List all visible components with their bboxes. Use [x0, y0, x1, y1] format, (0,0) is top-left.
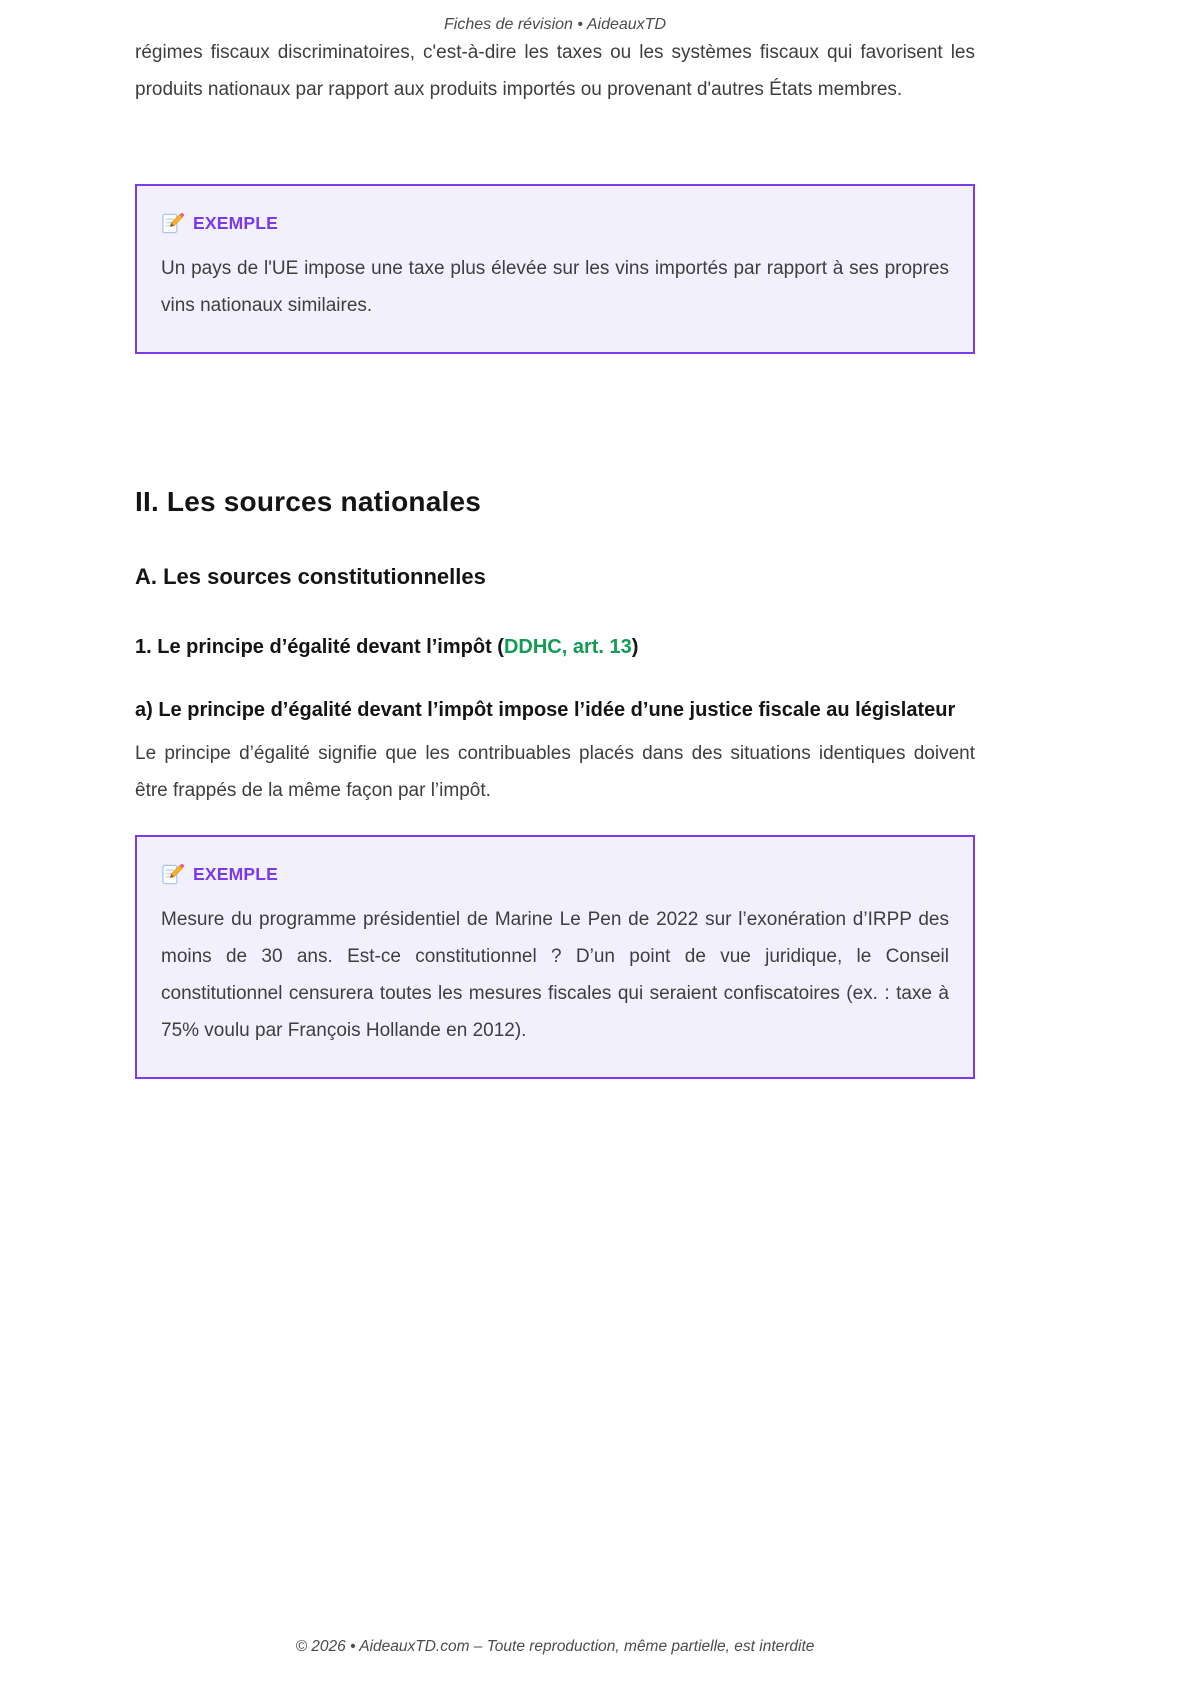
page-footer: © 2026 • AideauxTD.com – Toute reproduction, même partielle, est interdite — [295, 1638, 815, 1655]
numbered-heading-prefix: 1. Le principe d’égalité devant l’impôt ( — [135, 636, 504, 658]
example-box — [135, 835, 975, 1079]
example-label-row — [161, 212, 949, 235]
section-title: II. Les sources nationales — [135, 486, 481, 517]
example-label: EXEMPLE — [193, 864, 279, 884]
example-text: Un pays de l'UE impose une taxe plus élevée sur les vins importés par rapport à ses propres vins nationaux similaires. — [161, 258, 949, 316]
intro-paragraph: régimes fiscaux discriminatoires, c'est-à-dire les taxes ou les systèmes fiscaux qui favorisent les produits nationaux par rapport aux produits importés ou provenant d'autres États membres. — [135, 42, 975, 100]
numbered-heading-suffix: ) — [631, 636, 639, 658]
memo-pencil-icon — [161, 863, 184, 886]
legal-reference: DDHC, art. 13 — [503, 636, 632, 658]
example-label-row — [161, 863, 949, 886]
subsection-title: A. Les sources constitutionnelles — [135, 564, 486, 589]
example-label: EXEMPLE — [193, 213, 279, 233]
example-text: Mesure du programme présidentiel de Marine Le Pen de 2022 sur l’exonération d’IRPP des moins de 30 ans. Est-ce constitutionnel ? D’un point de vue juridique, le Conseil constitutionnel censurera toutes les mesures fiscales qui seraient confiscatoires (ex. : taxe à 75% voulu par François Hollande en 2012). — [161, 909, 949, 1041]
memo-pencil-icon — [161, 212, 184, 235]
lettered-heading: a) Le principe d’égalité devant l’impôt impose l’idée d’une justice fiscale au législateur — [135, 699, 956, 721]
example-box — [135, 184, 975, 354]
principle-paragraph: Le principe d’égalité signifie que les contribuables placés dans des situations identiques doivent être frappés de la même façon par l’impôt. — [135, 743, 975, 801]
page-content — [135, 34, 975, 1079]
page-header: Fiches de révision • AideauxTD — [444, 16, 666, 33]
numbered-heading — [135, 636, 975, 659]
